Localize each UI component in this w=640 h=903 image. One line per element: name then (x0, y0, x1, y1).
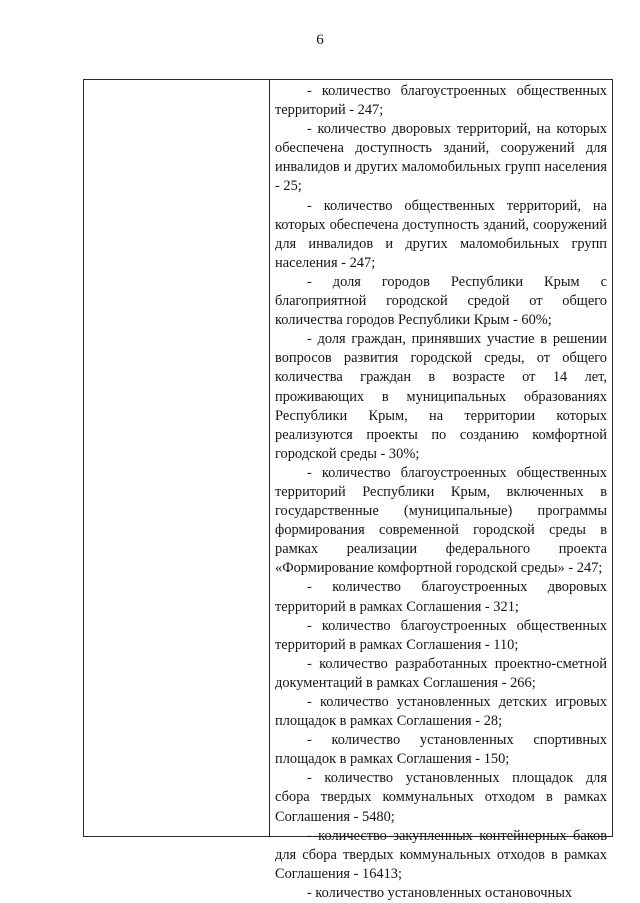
indicator-item: - количество благоустроенных общественных территорий в рамках Соглашения - 110; (275, 617, 607, 653)
indicator-item: - доля городов Республики Крым с благоприятной городской средой от общего количества городов Республики Крым - 60%; (275, 273, 607, 329)
indicator-item: - количество установленных остановочных (307, 884, 573, 901)
indicator-item: - количество установленных спортивных площадок в рамках Соглашения - 150; (275, 732, 607, 768)
indicator-item: - количество установленных детских игровых площадок в рамках Соглашения - 28; (275, 694, 607, 730)
page-number: 6 (316, 32, 324, 48)
document-table (83, 79, 613, 901)
table-left-cell (84, 80, 269, 836)
indicator-item: - количество разработанных проектно-сметной документаций в рамках Соглашения - 266; (275, 655, 607, 691)
indicator-item: - количество установленных площадок для сбора твердых коммунальных отходом в рамках Соглашения - 5480; (275, 770, 607, 825)
indicator-item: - количество закупленных контейнерных баков для сбора твердых коммунальных отходов в рамках Соглашения - 16413; (275, 827, 607, 882)
table-right-cell (270, 80, 612, 901)
indicator-item: - количество дворовых территорий, на которых обеспечена доступность зданий, сооружений для инвалидов и других маломобильных групп населения - 25; (275, 121, 607, 195)
indicator-item: - количество общественных территорий, на которых обеспечена доступность зданий, сооружений для инвалидов и других маломобильных групп населения - 247; (275, 197, 607, 271)
indicator-item: - доля граждан, принявших участие в решении вопросов развития городской среды, от общего количества граждан в возрасте от 14 лет, проживающих в муниципальных образованиях Республики Крым, на территории которых реализуются проекты по созданию комфортной городской среды - 30%; (275, 331, 607, 462)
indicator-item: - количество благоустроенных общественных территорий - 247; (275, 83, 607, 119)
indicator-item: - количество благоустроенных общественных территорий Республики Крым, включенных в государственные (муниципальные) программы формирования современной городской среды в рамках реализации федерального проекта «Формирование комфортной городской среды» - 247; (275, 464, 607, 577)
indicator-item: - количество благоустроенных дворовых территорий в рамках Соглашения - 321; (275, 579, 607, 615)
